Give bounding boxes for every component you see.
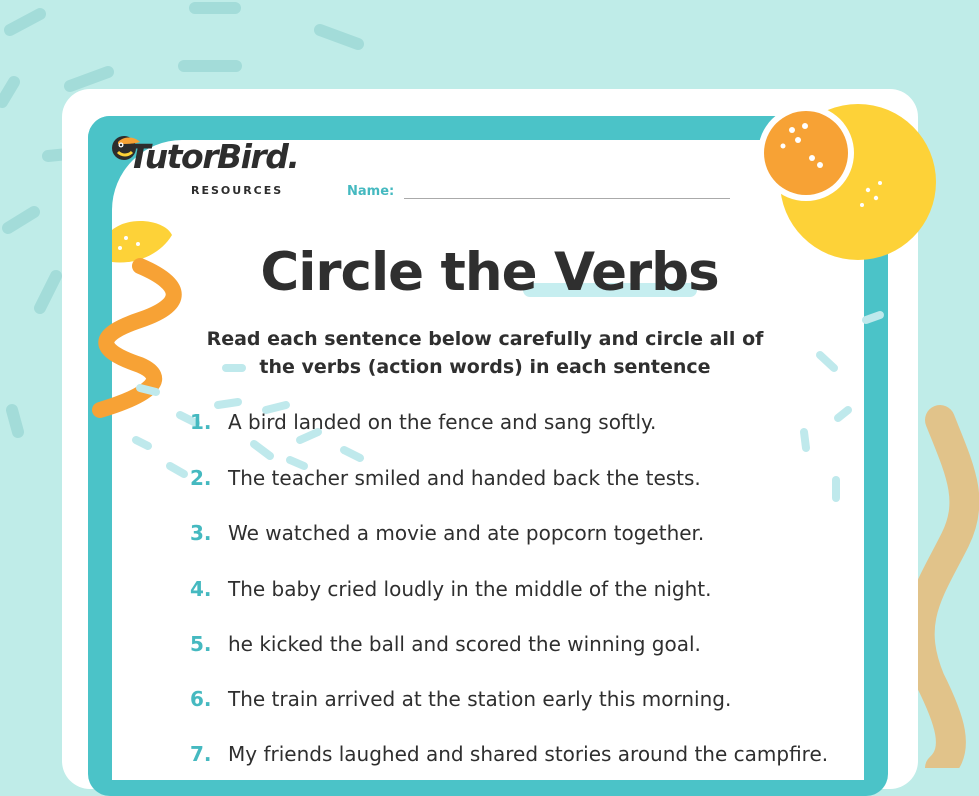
question-text: he kicked the ball and scored the winning goal. [228,632,701,656]
name-label: Name: [347,184,395,199]
question-number: 6. [190,687,212,711]
page-title: Circle the Verbs [260,242,719,303]
instructions: Read each sentence below carefully and circle all of the verbs (action words) in each sentence [206,328,764,378]
worksheet-inner [112,137,864,780]
name-field[interactable] [404,198,730,199]
question-text: The baby cried loudly in the middle of the night. [228,577,712,601]
question-text: A bird landed on the fence and sang softly. [228,410,657,434]
brand-subtitle: RESOURCES [191,184,284,197]
question-number: 1. [190,410,212,434]
question-text: My friends laughed and shared stories around the campfire. [228,742,829,766]
question-text: The teacher smiled and handed back the tests. [228,466,701,490]
question-number: 7. [190,742,212,766]
question-text: We watched a movie and ate popcorn together. [228,521,705,545]
question-number: 2. [190,466,212,490]
question-number: 4. [190,577,212,601]
question-text: The train arrived at the station early this morning. [228,687,732,711]
question-number: 5. [190,632,212,656]
question-number: 3. [190,521,212,545]
brand-name: TutorBird. [128,137,299,176]
